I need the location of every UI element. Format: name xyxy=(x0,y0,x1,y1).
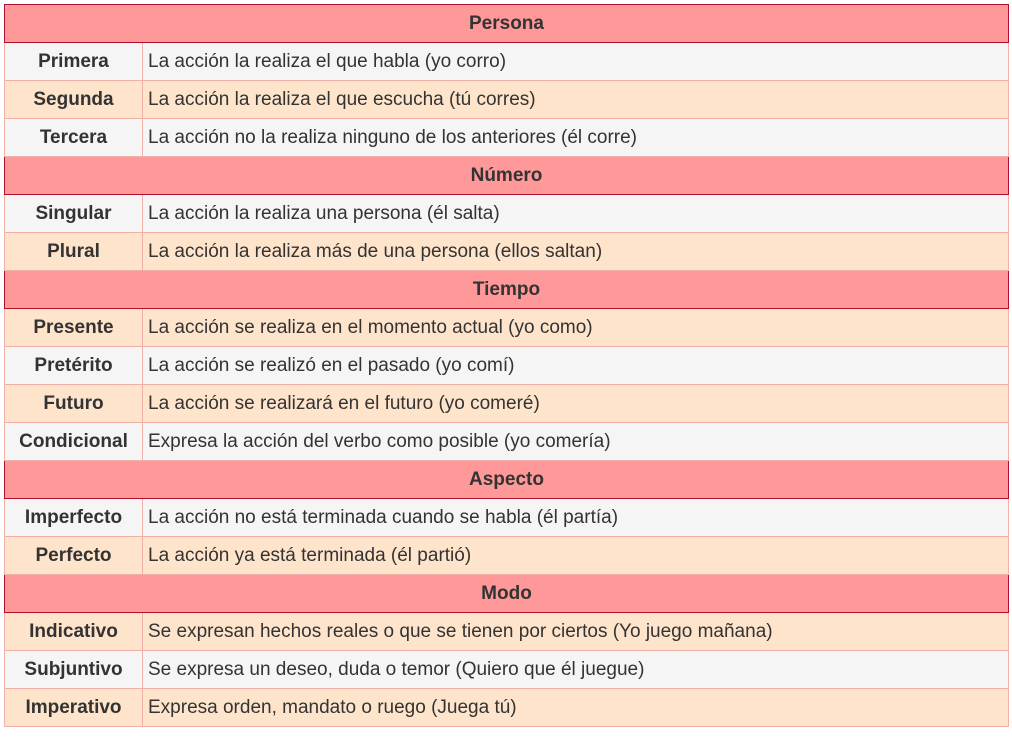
term-cell: Condicional xyxy=(5,423,143,461)
definition-cell: La acción la realiza el que habla (yo corro) xyxy=(143,43,1009,81)
term-cell: Primera xyxy=(5,43,143,81)
table-row xyxy=(5,119,1009,157)
table-row xyxy=(5,81,1009,119)
definition-cell: La acción la realiza una persona (él salta) xyxy=(143,195,1009,233)
table-row xyxy=(5,195,1009,233)
table-row xyxy=(5,689,1009,727)
table-row xyxy=(5,537,1009,575)
definition-cell: Expresa la acción del verbo como posible (yo comería) xyxy=(143,423,1009,461)
section-header-tiempo xyxy=(5,271,1009,309)
term-cell: Presente xyxy=(5,309,143,347)
table-row xyxy=(5,43,1009,81)
section-header-aspecto xyxy=(5,461,1009,499)
table-row xyxy=(5,385,1009,423)
definition-cell: La acción ya está terminada (él partió) xyxy=(143,537,1009,575)
definition-cell: La acción no está terminada cuando se habla (él partía) xyxy=(143,499,1009,537)
term-cell: Singular xyxy=(5,195,143,233)
term-cell: Futuro xyxy=(5,385,143,423)
section-header-numero xyxy=(5,157,1009,195)
definition-cell: Expresa orden, mandato o ruego (Juega tú) xyxy=(143,689,1009,727)
section-header-persona xyxy=(5,5,1009,43)
section-title: Tiempo xyxy=(5,271,1009,309)
definition-cell: La acción se realizará en el futuro (yo comeré) xyxy=(143,385,1009,423)
table-row xyxy=(5,233,1009,271)
term-cell: Plural xyxy=(5,233,143,271)
definition-cell: La acción no la realiza ninguno de los anteriores (él corre) xyxy=(143,119,1009,157)
table-row xyxy=(5,651,1009,689)
term-cell: Perfecto xyxy=(5,537,143,575)
term-cell: Indicativo xyxy=(5,613,143,651)
term-cell: Imperativo xyxy=(5,689,143,727)
section-title: Aspecto xyxy=(5,461,1009,499)
term-cell: Subjuntivo xyxy=(5,651,143,689)
definition-cell: Se expresan hechos reales o que se tienen por ciertos (Yo juego mañana) xyxy=(143,613,1009,651)
section-header-modo xyxy=(5,575,1009,613)
section-title: Persona xyxy=(5,5,1009,43)
section-title: Número xyxy=(5,157,1009,195)
definition-cell: La acción se realiza en el momento actual (yo como) xyxy=(143,309,1009,347)
verb-accidents-table xyxy=(4,4,1009,727)
definition-cell: Se expresa un deseo, duda o temor (Quiero que él juegue) xyxy=(143,651,1009,689)
table-row xyxy=(5,309,1009,347)
section-title: Modo xyxy=(5,575,1009,613)
table-row xyxy=(5,613,1009,651)
term-cell: Imperfecto xyxy=(5,499,143,537)
term-cell: Tercera xyxy=(5,119,143,157)
table-row xyxy=(5,347,1009,385)
definition-cell: La acción la realiza el que escucha (tú corres) xyxy=(143,81,1009,119)
term-cell: Pretérito xyxy=(5,347,143,385)
definition-cell: La acción la realiza más de una persona (ellos saltan) xyxy=(143,233,1009,271)
term-cell: Segunda xyxy=(5,81,143,119)
table-row xyxy=(5,423,1009,461)
table-row xyxy=(5,499,1009,537)
definition-cell: La acción se realizó en el pasado (yo comí) xyxy=(143,347,1009,385)
